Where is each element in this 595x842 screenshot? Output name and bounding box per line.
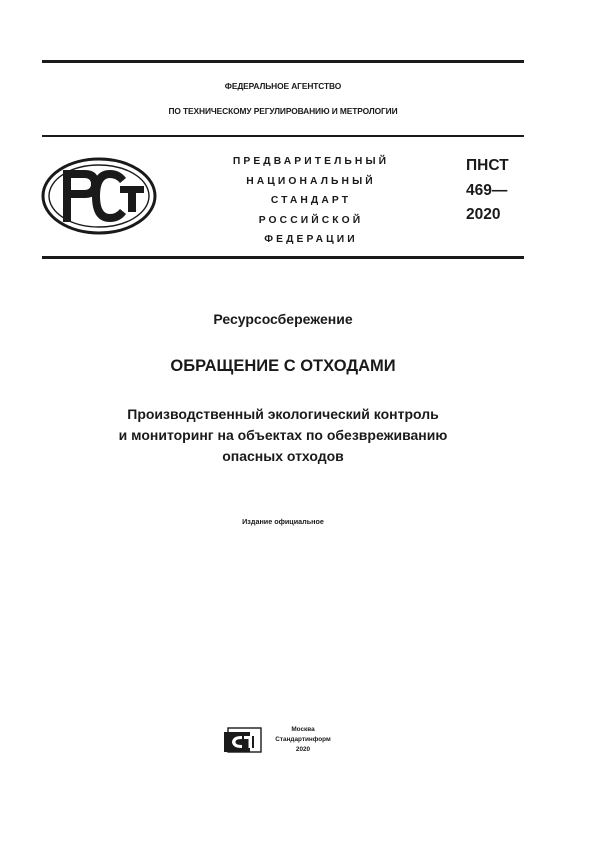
standard-bottom-rule: [42, 256, 524, 259]
publisher-info: [266, 725, 340, 755]
document-field: Ресурсосбережение: [213, 311, 353, 327]
standard-number-code: 469—: [466, 181, 508, 199]
agency-bottom-rule: [42, 135, 524, 137]
publisher-name: Стандартинформ: [275, 736, 331, 743]
standard-number-prefix: ПНСТ: [466, 157, 509, 174]
document-main-title: ОБРАЩЕНИЕ С ОТХОДАМИ: [170, 357, 396, 375]
standartinform-logo-icon: [222, 727, 262, 753]
standard-type-line: ПРЕДВАРИТЕЛЬНЫЙ: [232, 156, 390, 167]
document-subtitle-line: опасных отходов: [222, 448, 344, 464]
standard-number-year: 2020: [466, 206, 501, 223]
standard-type: [200, 152, 422, 250]
standard-type-line: ФЕДЕРАЦИИ: [264, 234, 358, 245]
standard-type-line: НАЦИОНАЛЬНЫЙ: [246, 175, 376, 187]
gost-r-certification-logo-icon: [40, 156, 158, 236]
document-subtitle-line: и мониторинг на объектах по обезвреживанию: [118, 427, 448, 443]
agency-name-line-2: ПО ТЕХНИЧЕСКОМУ РЕГУЛИРОВАНИЮ И МЕТРОЛОГИИ: [168, 106, 398, 116]
top-rule: [42, 60, 524, 63]
standard-type-line: РОССИЙСКОЙ: [258, 214, 364, 226]
standard-number: [466, 154, 509, 228]
standard-type-line: СТАНДАРТ: [270, 195, 352, 206]
agency-name-line-1: ФЕДЕРАЛЬНОЕ АГЕНТСТВО: [224, 81, 342, 91]
edition-note: Издание официальное: [242, 517, 324, 526]
publisher-city: Москва: [291, 726, 315, 733]
publisher-year: 2020: [295, 746, 311, 753]
document-subtitle-line: Производственный экологический контроль: [127, 406, 439, 422]
